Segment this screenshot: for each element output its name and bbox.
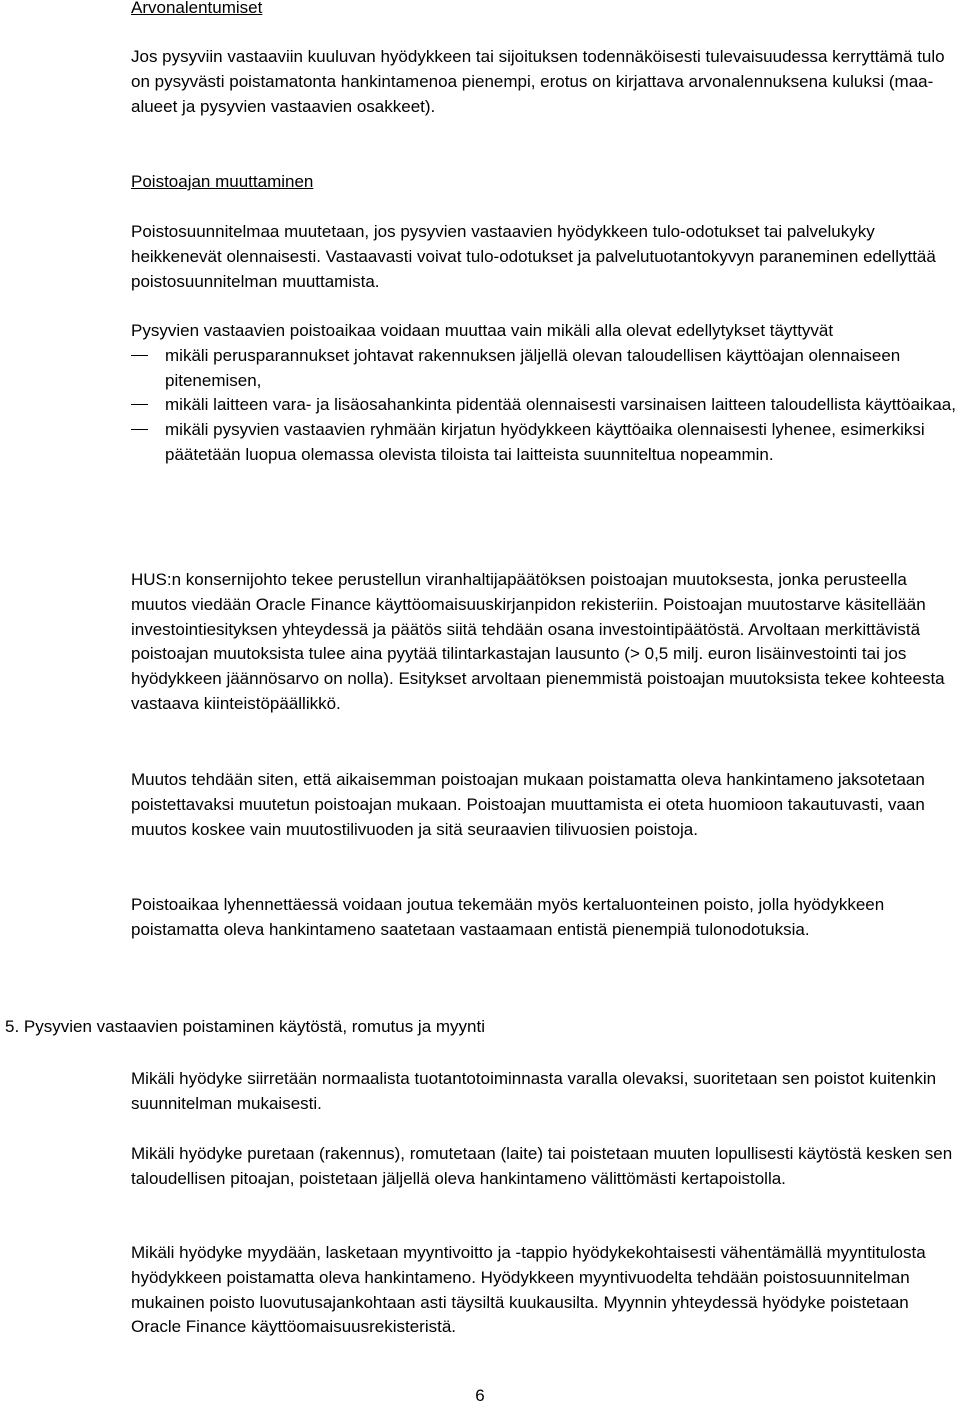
condition-text: mikäli pysyvien vastaavien ryhmään kirjatun hyödykkeen käyttöaika olennaisesti lyhenee, esimerkiksi päätetään luopua olemassa olevista tiloista tai laitteista suunniteltua nopeammin.	[165, 420, 925, 464]
conditions-list	[131, 344, 957, 468]
conditions-intro: Pysyvien vastaavien poistoaikaa voidaan muuttaa vain mikäli alla olevat edellytykset täyttyvät	[131, 321, 834, 340]
section-5-paragraph: Mikäli hyödyke myydään, lasketaan myyntivoitto ja -tappio hyödykekohtaisesti vähentämällä myyntitulosta hyödykkeen poistamatta oleva hankintameno. Hyödykkeen myyntivuodelta tehdään poistosuunnitelman mukainen poisto luovutusajankohtaan asti täysiltä kuukausilta. Myynnin yhteydessä hyödyke poistetaan Oracle Finance käyttöomaisuusrekisteristä.	[131, 1243, 926, 1337]
arvonalentumiset-paragraph: Jos pysyviin vastaaviin kuuluvan hyödykkeen tai sijoituksen todennäköisesti tulevaisuudessa kerryttämä tulo on pysyvästi poistamatonta hankintamenoa pienempi, erotus on kirjattava arvonalennuksena kuluksi (maa-alueet ja pysyvien vastaavien osakkeet).	[131, 47, 945, 116]
dash-bullet-icon	[131, 404, 148, 405]
condition-item	[131, 393, 957, 418]
section-5-paragraph: Mikäli hyödyke puretaan (rakennus), romutetaan (laite) tai poistetaan muuten lopullisesti käytöstä kesken sen taloudellisen pitoajan, poistetaan jäljellä oleva hankintameno välittömästi kertapoistolla.	[131, 1144, 953, 1188]
condition-text: mikäli perusparannukset johtavat rakennuksen jäljellä olevan taloudellisen käyttöajan olennaiseen pitenemisen,	[165, 345, 901, 390]
arvonalentumiset-heading: Arvonalentumiset	[131, 0, 263, 17]
page-number: 6	[475, 1386, 485, 1405]
condition-item	[131, 418, 957, 468]
section-5-paragraph: Mikäli hyödyke siirretään normaalista tuotantotoiminnasta varalla olevaksi, suoritetaan sen poistot kuitenkin suunnitelman mukaisesti.	[131, 1069, 937, 1113]
condition-item	[131, 344, 957, 394]
hus-paragraph: HUS:n konsernijohto tekee perustellun viranhaltijapäätöksen poistoajan muutoksesta, jonka perusteella muutos viedään Oracle Finance käyttöomaisuuskirjanpidon rekisteriin. Poistoajan muutostarve käsitellään investointiesityksen yhteydessä ja päätös siitä tehdään osana investointipäätöstä. Arvoltaan merkittävistä poistoajan muutoksista tulee aina pyytää tilintarkastajan lausunto (> 0,5 milj. euron lisäinvestointi tai jos hyödykkeen jäännösarvo on nolla). Esitykset arvoltaan pienemmistä poistoajan muutoksista tekee kohteesta vastaava kiinteistöpäällikkö.	[131, 570, 945, 713]
dash-bullet-icon	[131, 429, 148, 430]
section-5-heading: 5. Pysyvien vastaavien poistaminen käytöstä, romutus ja myynti	[5, 1017, 485, 1036]
poistoajan-muuttaminen-heading: Poistoajan muuttaminen	[131, 172, 314, 191]
condition-text: mikäli laitteen vara- ja lisäosahankinta pidentää olennaisesti varsinaisen laitteen taloudellista käyttöaikaa,	[165, 395, 956, 415]
muutos-paragraph: Muutos tehdään siten, että aikaisemman poistoajan mukaan poistamatta oleva hankintameno jaksotetaan poistettavaksi muutetun poistoajan mukaan. Poistoajan muuttamista ei oteta huomioon takautuvasti, vaan muutos koskee vain muutostilivuoden ja sitä seuraavien tilivuosien poistoja.	[131, 770, 925, 839]
dash-bullet-icon	[131, 355, 148, 356]
conditions-block	[131, 319, 957, 468]
poistosuunnitelma-paragraph: Poistosuunnitelmaa muutetaan, jos pysyvien vastaavien hyödykkeen tulo-odotukset tai palvelukyky heikkenevät olennaisesti. Vastaavasti voivat tulo-odotukset ja palvelutuotantokyvyn paraneminen edellyttää poistosuunnitelman muuttamista.	[131, 222, 936, 291]
lyhennys-paragraph: Poistoaikaa lyhennettäessä voidaan joutua tekemään myös kertaluonteinen poisto, jolla hyödykkeen poistamatta oleva hankintameno saatetaan vastaamaan entistä pienempiä tulonodotuksia.	[131, 895, 885, 939]
